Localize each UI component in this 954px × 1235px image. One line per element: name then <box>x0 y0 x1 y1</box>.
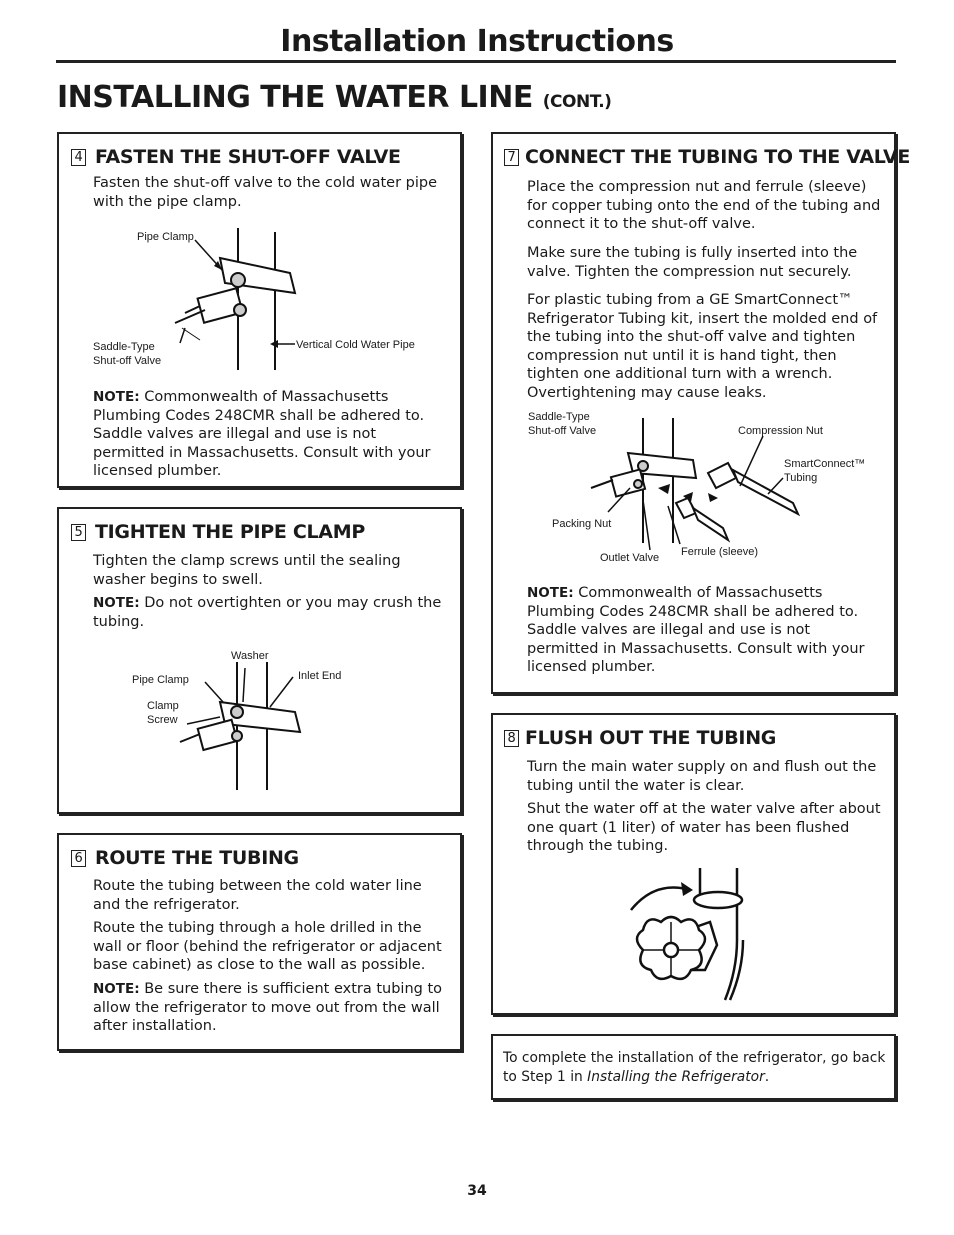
step-5-number: 5 <box>71 524 86 541</box>
step-7-note-label: NOTE: <box>527 585 574 601</box>
water-valve-handle-illustration <box>625 860 775 1010</box>
step-7-text-2: Make sure the tubing is fully inserted into the valve. Tighten the compression nut securely. <box>527 245 858 280</box>
step-7-label-saddle-valve: Saddle-Type Shut-off Valve <box>528 411 597 437</box>
step-7-label-ferrule: Ferrule (sleeve) <box>681 546 759 558</box>
step-6-text-2: Route the tubing through a hole drilled in the wall or floor (behind the refrigerator or adjacent base cabinet) as close to the wall as possible. <box>93 920 442 973</box>
final-note-end: . <box>764 1068 770 1085</box>
step-8-text-2: Shut the water off at the water valve after about one quart (1 liter) of water has been flushed through the tubing. <box>527 801 881 854</box>
step-6-note-label: NOTE: <box>93 981 140 997</box>
step-5-label-clamp-screw: Clamp Screw <box>147 700 179 726</box>
step-6-text-1: Route the tubing between the cold water line and the refrigerator. <box>93 878 422 913</box>
step-7-text-3: For plastic tubing from a GE SmartConnect™ Refrigerator Tubing kit, insert the molded end of the tubing into the shut-off valve and tighten compression nut until it is hand tight, then tighten one additional turn with a wrench. Overtightening may cause leaks. <box>527 292 878 401</box>
step-7-label-compression-nut: Compression Nut <box>738 425 823 437</box>
step-7-number: 7 <box>504 149 519 166</box>
step-5-label-washer: Washer <box>231 650 269 662</box>
step-4-number: 4 <box>71 149 86 166</box>
step-7-connection-illustration <box>588 418 808 548</box>
step-5-text: Tighten the clamp screws until the sealing washer begins to swell. <box>93 553 401 588</box>
step-7-title: CONNECT THE TUBING TO THE VALVE <box>525 146 911 168</box>
step-4-note-label: NOTE: <box>93 389 140 405</box>
step-5-heading <box>71 521 365 543</box>
step-8-heading <box>504 727 776 749</box>
step-6-heading <box>71 847 299 869</box>
step-5-note <box>93 594 448 631</box>
step-4-text: Fasten the shut-off valve to the cold water pipe with the pipe clamp. <box>93 175 437 210</box>
step-6-title: ROUTE THE TUBING <box>95 847 299 869</box>
step-4-valve-illustration <box>170 228 370 378</box>
final-note-text <box>503 1049 888 1086</box>
section-title-suffix: (CONT.) <box>542 92 612 112</box>
step-6-note <box>93 980 448 1036</box>
step-7-text-1: Place the compression nut and ferrule (sleeve) for copper tubing onto the end of the tubing and connect it to the shut-off valve. <box>527 179 881 232</box>
step-6-number: 6 <box>71 850 86 867</box>
final-note-main: To complete the installation of the refrigerator, go back to Step 1 in <box>503 1050 886 1085</box>
step-8-number: 8 <box>504 730 519 747</box>
step-7-label-outlet-valve: Outlet Valve <box>600 552 660 564</box>
step-5-title: TIGHTEN THE PIPE CLAMP <box>95 521 365 543</box>
step-4-label-cold-pipe: Vertical Cold Water Pipe <box>296 339 415 351</box>
step-5-note-text: Do not overtighten or you may crush the tubing. <box>93 595 442 630</box>
step-4-note <box>93 388 448 481</box>
step-4-note-text: Commonwealth of Massachusetts Plumbing Codes 248CMR shall be adhered to. Saddle valves are illegal and use is not permitted in Massachusetts. Consult with your licensed plumber. <box>93 389 431 479</box>
step-7-heading <box>504 146 910 168</box>
header-rule <box>56 60 896 63</box>
section-title <box>57 80 611 115</box>
step-7-note-text: Commonwealth of Massachusetts Plumbing Codes 248CMR shall be adhered to. Saddle valves are illegal and use is not permitted in Massachusetts. Consult with your licensed plumber. <box>527 585 865 675</box>
step-5-label-pipe-clamp: Pipe Clamp <box>132 674 189 686</box>
step-7-note <box>527 584 882 677</box>
step-7-label-smartconnect: SmartConnect™ Tubing <box>784 458 866 484</box>
step-8-title: FLUSH OUT THE TUBING <box>525 727 777 749</box>
page-number: 34 <box>467 1183 487 1199</box>
step-4-title: FASTEN THE SHUT-OFF VALVE <box>95 146 401 168</box>
step-8-text-1: Turn the main water supply on and flush out the tubing until the water is clear. <box>527 759 877 794</box>
page-header: Installation Instructions <box>280 24 674 59</box>
step-5-label-inlet-end: Inlet End <box>298 670 342 682</box>
section-title-text: INSTALLING THE WATER LINE <box>57 80 533 115</box>
step-4-heading <box>71 146 401 168</box>
step-5-note-label: NOTE: <box>93 595 140 611</box>
final-note-link-text: Installing the Refrigerator <box>587 1068 765 1085</box>
step-4-label-saddle-valve: Saddle-Type Shut-off Valve <box>93 341 162 367</box>
step-7-label-packing-nut: Packing Nut <box>552 518 612 530</box>
step-6-note-text: Be sure there is sufficient extra tubing to allow the refrigerator to move out from the wall after installation. <box>93 981 442 1034</box>
step-4-label-pipe-clamp: Pipe Clamp <box>137 231 194 243</box>
step-5-clamp-illustration <box>175 662 315 792</box>
